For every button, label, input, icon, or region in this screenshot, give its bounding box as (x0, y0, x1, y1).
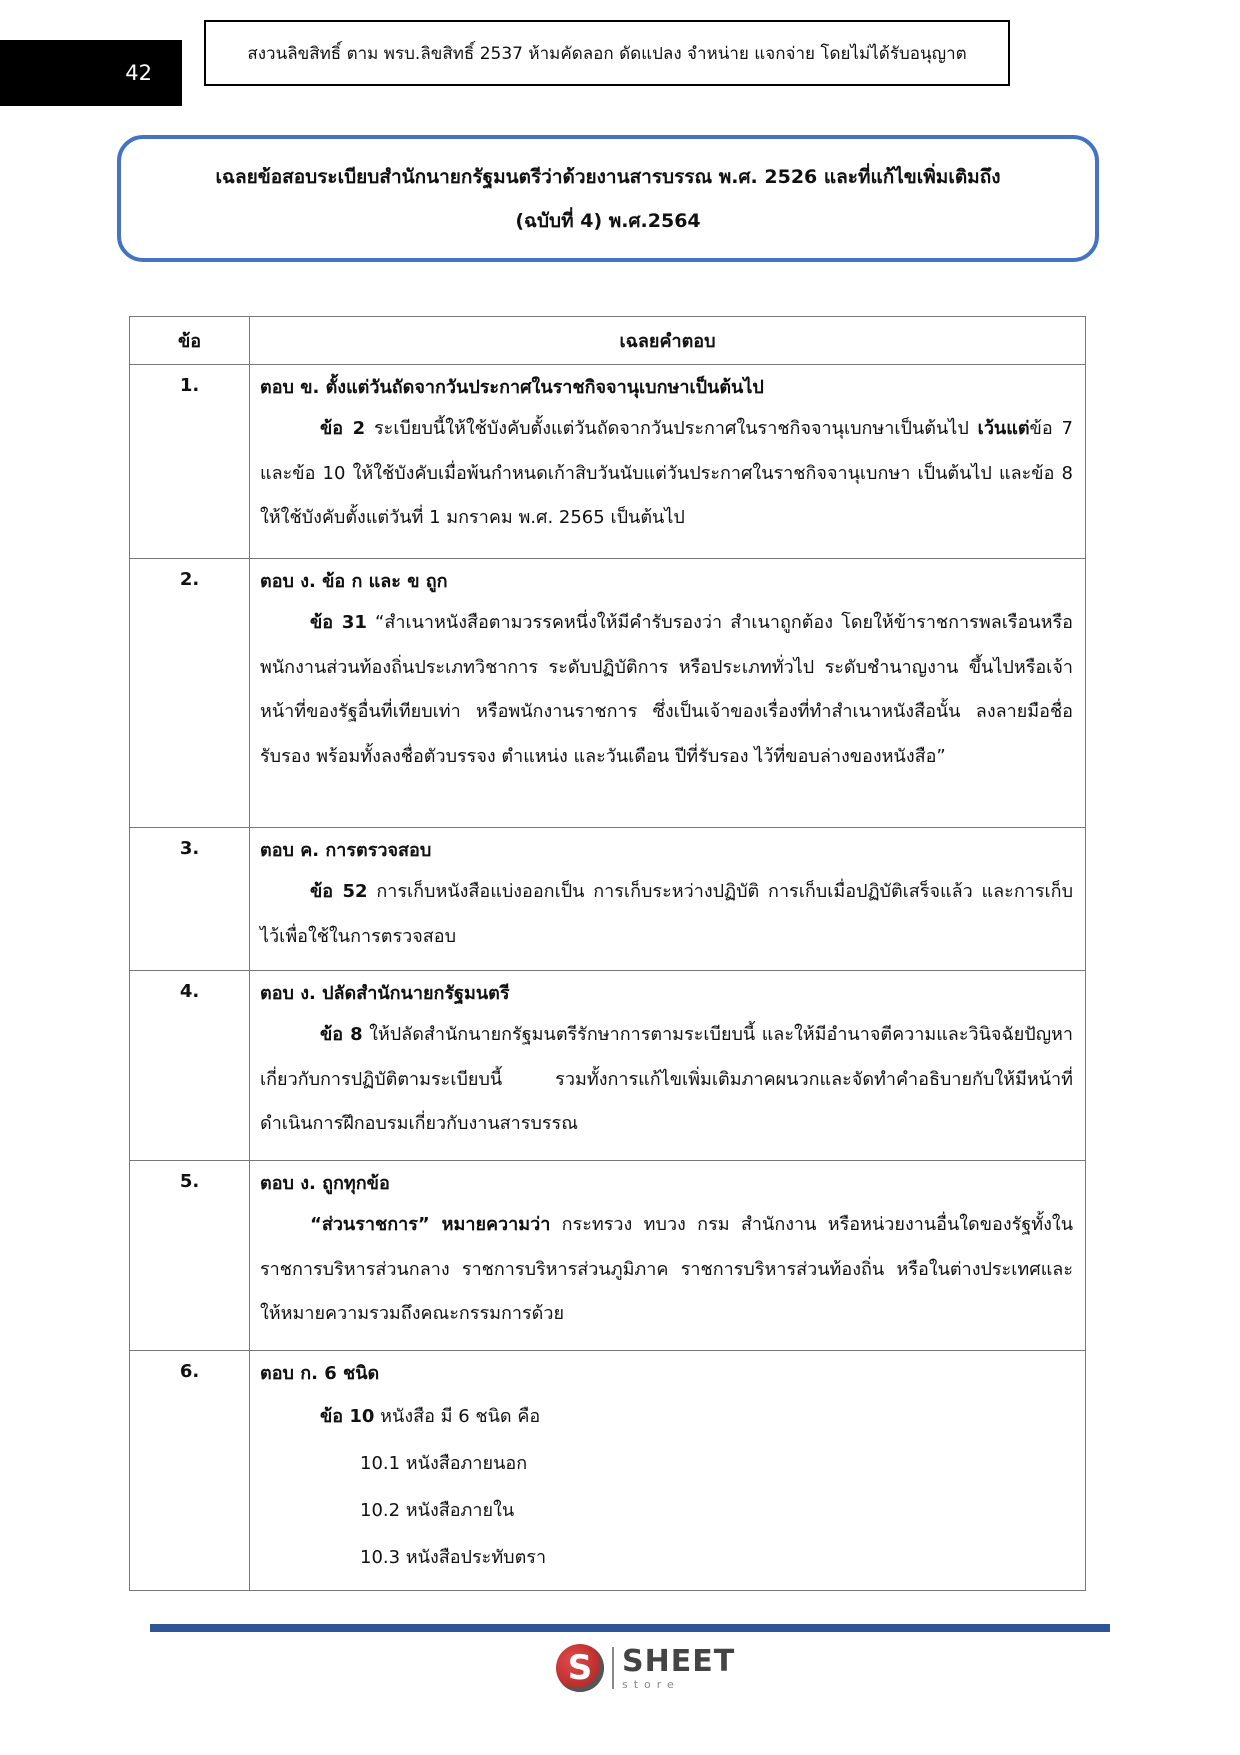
column-header-answer: เฉลยคำตอบ (250, 317, 1086, 365)
explanation-text-2: ข้อ 7 และข้อ 10 ให้ใช้บังคับเมื่อพ้นกำหนดเก้าสิบวันนับแต่วันประกาศในราชกิจจานุเบกษา เป็นต้นไป และข้อ 8 ให้ใช้บังคับตั้งแต่วันที่ 1 มกราคม พ.ศ. 2565 เป็นต้นไป (260, 418, 1074, 528)
explanation (260, 1203, 1073, 1337)
explanation-text: ให้ปลัดสำนักนายกรัฐมนตรีรักษาการตามระเบียบนี้ และให้มีอำนาจตีความและวินิจฉัยปัญหาเกี่ยวกับการปฏิบัติตามระเบียบนี้ รวมทั้งการแก้ไขเพิ่มเติมภาคผนวกและจัดทำคำอธิบายกับให้มีหน้าที่ดำเนินการฝึกอบรมเกี่ยวกับงานสารบรรณ (260, 1024, 1073, 1134)
explanation-text: “สำเนาหนังสือตามวรรคหนึ่งให้มีคำรับรองว่า สำเนาถูกต้อง โดยให้ข้าราชการพลเรือนหรือพนักงานส่วนท้องถิ่นประเภทวิชาการ ระดับปฏิบัติการ หรือประเภททั่วไป ระดับชำนาญงาน ขึ้นไปหรือเจ้าหน้าที่ของรัฐอื่นที่เทียบเท่า หรือพนักงานราชการ ซึ่งเป็นเจ้าของเรื่องที่ทำสำเนาหนังสือนั้น ลงลายมือชื่อรับรอง พร้อมทั้งลงชื่อตัวบรรจง ตำแหน่ง และวันเดือน ปีที่รับรอง ไว้ที่ขอบล่างของหนังสือ” (260, 612, 1073, 767)
answer-choice: ตอบ ข. ตั้งแต่วันถัดจากวันประกาศในราชกิจจานุเบกษาเป็นต้นไป (260, 377, 764, 398)
page-number (0, 40, 182, 106)
explanation-ref: ข้อ 31 (310, 612, 367, 633)
answer-cell (250, 1351, 1086, 1591)
question-number: 1. (130, 365, 250, 559)
answer-cell (250, 971, 1086, 1161)
title-line-1: เฉลยข้อสอบระเบียบสำนักนายกรัฐมนตรีว่าด้วยงานสารบรรณ พ.ศ. 2526 และที่แก้ไขเพิ่มเติมถึง (215, 165, 1001, 188)
list-item: 10.2 หนังสือภายใน (360, 1500, 515, 1521)
explanation (260, 1013, 1073, 1147)
title-line-2: (ฉบับที่ 4) พ.ศ.2564 (515, 209, 701, 232)
answer-choice: ตอบ ค. การตรวจสอบ (260, 840, 432, 861)
table-row (130, 1161, 1086, 1351)
explanation-ref: “ส่วนราชการ” หมายความว่า (310, 1214, 551, 1235)
explanation-ref: ข้อ 8 (320, 1024, 363, 1045)
table-header-row (130, 317, 1086, 365)
explanation (260, 407, 1073, 541)
table-row (130, 365, 1086, 559)
list-item: 10.3 หนังสือประทับตรา (360, 1547, 547, 1568)
question-number: 3. (130, 828, 250, 971)
sheet-store-logo (556, 1640, 735, 1696)
logo-sub-text: store (622, 1677, 680, 1691)
explanation-ref: ข้อ 2 (320, 418, 366, 439)
explanation-text: กระทรวง ทบวง กรม สำนักงาน หรือหน่วยงานอื่นใดของรัฐทั้งในราชการบริหารส่วนกลาง ราชการบริหารส่วนภูมิภาค ราชการบริหารส่วนท้องถิ่น หรือในต่างประเทศและให้หมายความรวมถึงคณะกรรมการด้วย (260, 1214, 1073, 1324)
copyright-text: สงวนลิขสิทธิ์ ตาม พรบ.ลิขสิทธิ์ 2537 ห้ามคัดลอก ดัดแปลง จำหน่าย แจกจ่าย โดยไม่ได้รับอนุญาต (247, 43, 967, 64)
logo-text (622, 1643, 736, 1691)
question-number: 6. (130, 1351, 250, 1591)
explanation-ref: ข้อ 10 (320, 1406, 375, 1427)
answer-choice: ตอบ ง. ปลัดสำนักนายกรัฐมนตรี (260, 983, 510, 1004)
explanation (260, 601, 1073, 779)
answer-choice: ตอบ ก. 6 ชนิด (260, 1363, 380, 1384)
logo-separator (612, 1647, 614, 1689)
logo-s-icon: S (556, 1644, 604, 1692)
answer-table (129, 316, 1086, 1591)
explanation-ref-2: เว้นแต่ (977, 418, 1030, 439)
answer-cell (250, 1161, 1086, 1351)
copyright-notice (204, 20, 1010, 86)
answer-cell (250, 559, 1086, 828)
explanation (260, 870, 1073, 959)
logo-main-text: SHEET (622, 1643, 736, 1679)
page-title (117, 135, 1099, 262)
column-header-no: ข้อ (130, 317, 250, 365)
question-number: 2. (130, 559, 250, 828)
explanation-text: การเก็บหนังสือแบ่งออกเป็น การเก็บระหว่างปฏิบัติ การเก็บเมื่อปฏิบัติเสร็จแล้ว และการเก็บไว้เพื่อใช้ในการตรวจสอบ (260, 881, 1073, 947)
table-row (130, 1351, 1086, 1591)
answer-cell (250, 828, 1086, 971)
question-number: 4. (130, 971, 250, 1161)
explanation-text: หนังสือ มี 6 ชนิด คือ (374, 1406, 541, 1427)
table-row (130, 828, 1086, 971)
explanation-ref: ข้อ 52 (310, 881, 368, 902)
page-number-text: 42 (125, 61, 152, 85)
question-number: 5. (130, 1161, 250, 1351)
list-item: 10.1 หนังสือภายนอก (360, 1453, 528, 1474)
answer-choice: ตอบ ง. ถูกทุกข้อ (260, 1173, 390, 1194)
explanation (260, 1393, 1073, 1440)
answer-choice: ตอบ ง. ข้อ ก และ ข ถูก (260, 571, 448, 592)
footer-divider (150, 1624, 1110, 1632)
table-row (130, 559, 1086, 828)
table-row (130, 971, 1086, 1161)
explanation-text: ระเบียบนี้ให้ใช้บังคับตั้งแต่วันถัดจากวันประกาศในราชกิจจานุเบกษาเป็นต้นไป (365, 418, 978, 439)
answer-cell (250, 365, 1086, 559)
